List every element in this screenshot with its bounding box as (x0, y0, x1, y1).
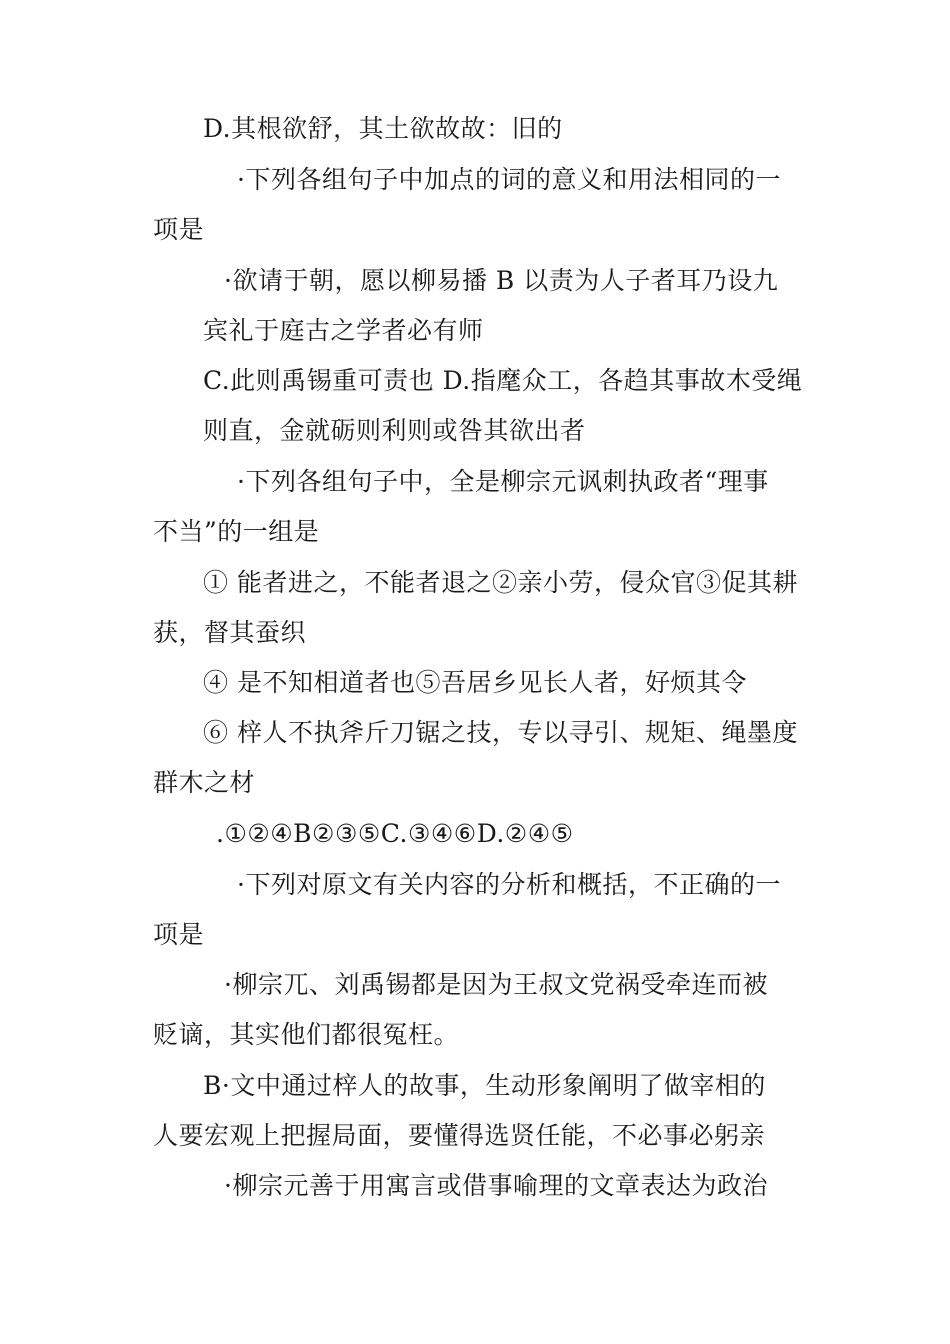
text-line-11: 获，督其蚕织 (153, 618, 307, 647)
text-line-4: ·欲请于朝，愿以柳易播 B 以责为人子者耳乃设九 (224, 266, 779, 295)
text-line-9: 不当”的一组是 (153, 517, 320, 546)
text-line-2: ·下列各组句子中加点的词的意义和用法相同的一 (237, 165, 781, 194)
text-line-15: .①②④B②③⑤C.③④⑥D.②④⑤ (216, 819, 574, 848)
text-line-22: ·柳宗元善于用寓言或借事喻理的文章表达为政治 (224, 1171, 768, 1200)
text-line-6: C.此则禹锡重可责也 D.指麾众工，各趋其事故木受绳 (203, 366, 803, 395)
text-line-7: 则直，金就砺则利则或咎其欲出者 (203, 416, 586, 445)
text-line-19: 贬谪，其实他们都很冤枉。 (153, 1020, 460, 1049)
text-line-18: ·柳宗兀、刘禹锡都是因为王叔文党祸受牵连而被 (224, 970, 768, 999)
text-line-8: ·下列各组句子中，全是柳宗元讽刺执政者“理事 (237, 467, 769, 496)
text-line-5: 宾礼于庭古之学者必有师 (203, 316, 484, 345)
text-line-1: D.其根欲舒，其土欲故故：旧的 (203, 114, 563, 143)
text-line-12: ④ 是不知相道者也⑤吾居乡见长人者，好烦其令 (203, 668, 747, 697)
text-line-13: ⑥ 梓人不执斧斤刀锯之技，专以寻引、规矩、绳墨度 (203, 718, 798, 747)
text-line-16: ·下列对原文有关内容的分析和概括，不正确的一 (237, 870, 781, 899)
text-line-10: ① 能者进之，不能者退之②亲小劳，侵众官③促其耕 (203, 568, 798, 597)
text-line-20: B·文中通过梓人的故事，生动形象阐明了做宰相的 (203, 1071, 766, 1100)
text-line-14: 群木之材 (153, 768, 256, 797)
text-line-3: 项是 (153, 215, 205, 244)
text-line-21: 人要宏观上把握局面，要懂得选贤任能，不必事必躬亲 (153, 1121, 766, 1150)
text-line-17: 项是 (153, 920, 205, 949)
